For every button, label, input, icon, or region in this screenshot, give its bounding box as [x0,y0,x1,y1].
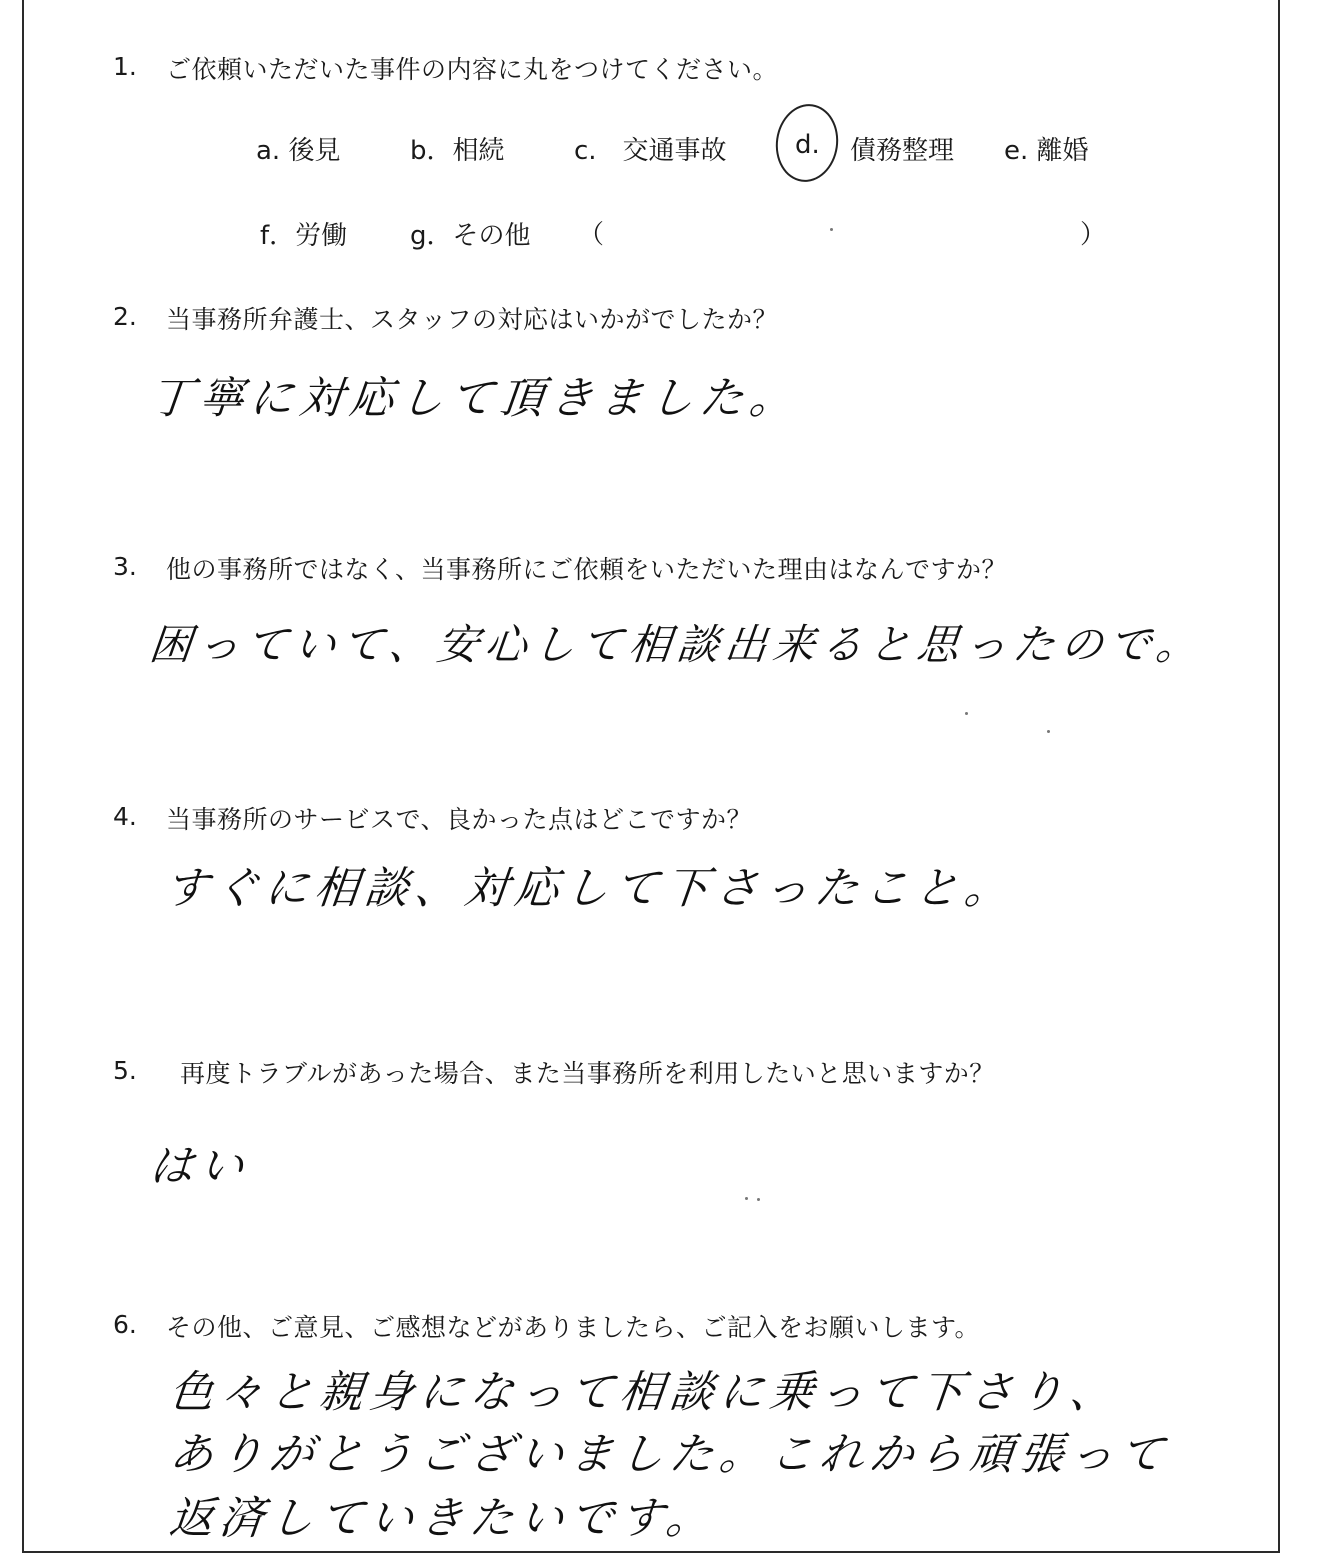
option-d-letter: d. [795,130,820,160]
option-f: f．労働 [260,221,348,251]
option-b: b．相続 [410,136,505,166]
answer-6-line-2: ありがとうございました。これから頑張って [166,1429,1173,1480]
answer-5-handwriting: はい [146,1141,253,1192]
question-6-number: 6. [113,1310,137,1339]
scan-speck [965,712,968,715]
answer-4-handwriting: すぐに相談、対応して下さったこと。 [161,863,1018,914]
scan-speck [1047,730,1050,733]
option-c: c. 交通事故 [574,136,727,166]
question-2-text: 当事務所弁護士、スタッフの対応はいかがでしたか？ [166,305,779,334]
question-5-number: 5. [113,1056,137,1085]
question-2-number: 2. [113,302,137,331]
question-3-text: 他の事務所ではなく、当事務所にご依頼をいただいた理由はなんですか？ [166,555,1008,584]
option-e: e. 離婚 [1004,136,1089,166]
question-4-number: 4. [113,802,137,831]
answer-2-handwriting: 丁寧に対応して頂きました。 [146,373,803,424]
question-4-text: 当事務所のサービスで、良かった点はどこですか？ [166,805,753,834]
answer-6-line-1: 色々と親身になって相談に乗って下さり、 [166,1367,1123,1418]
scan-speck [745,1197,748,1200]
answer-3-handwriting: 困っていて、安心して相談出来ると思ったので。 [147,620,1207,669]
scan-speck [757,1198,760,1201]
option-g-paren-close: ） [1080,220,1107,250]
scan-speck [830,228,833,231]
question-3-number: 3. [113,552,137,581]
option-g: g．その他 [410,221,531,251]
question-1-text: ご依頼いただいた事件の内容に丸をつけてください。 [166,55,779,84]
option-g-paren-open: （ [578,220,605,250]
question-1-number: 1. [113,52,137,81]
question-6-text: その他、ご意見、ご感想などがありましたら、ご記入をお願いします。 [166,1313,981,1342]
option-a: a. 後見 [256,136,341,166]
option-d-label: 債務整理 [850,136,955,166]
question-5-text: 再度トラブルがあった場合、また当事務所を利用したいと思いますか？ [180,1059,995,1088]
answer-6-line-3: 返済していきたいです。 [166,1493,719,1544]
